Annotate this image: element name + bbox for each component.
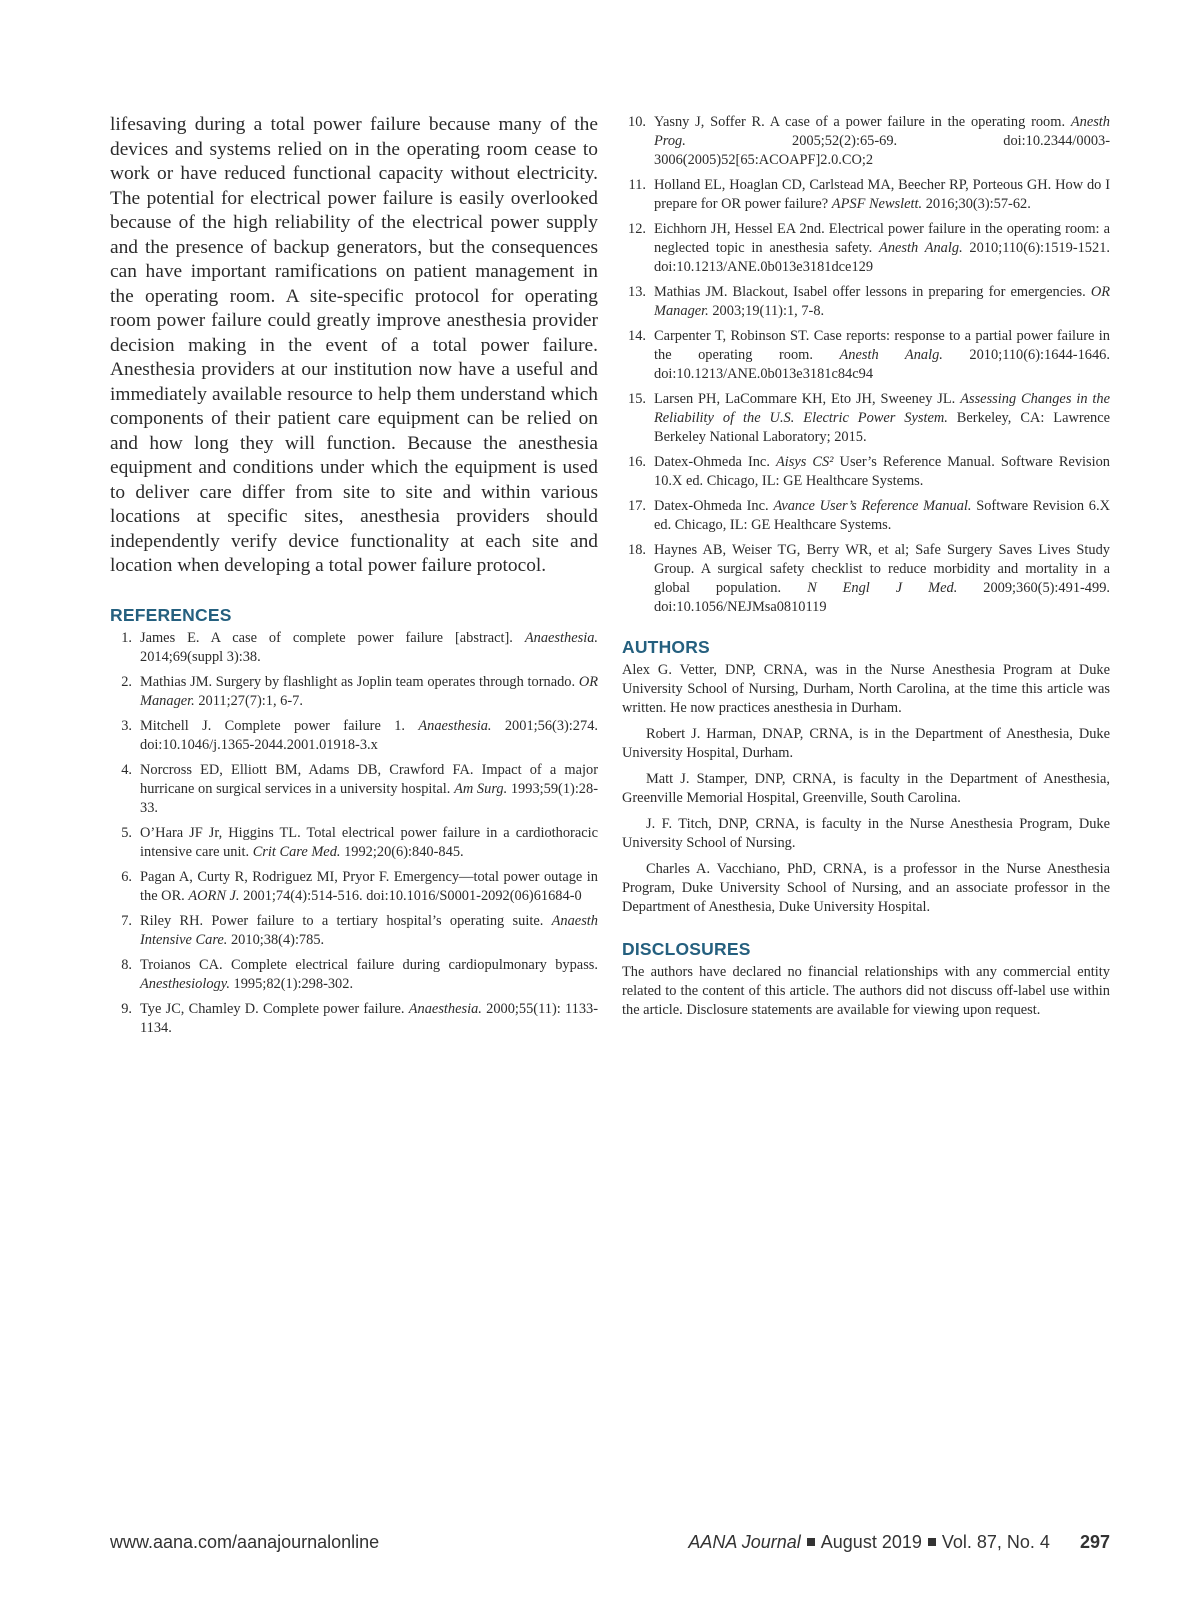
reference-item [110,629,598,667]
reference-item [622,176,1110,214]
reference-text: Norcross ED, Elliott BM, Adams DB, Crawford FA. Impact of a major hurricane on surgical services in a university hospital. Am Surg. 1993;59(1):28-33. [140,761,598,816]
reference-number: 9. [121,1000,132,1017]
references-heading: REFERENCES [110,604,232,625]
reference-text: Datex-Ohmeda Inc. Aisys CS² User’s Reference Manual. Software Revision 10.X ed. Chicago, IL: GE Healthcare Systems. [654,454,1111,489]
reference-item [622,113,1110,170]
reference-number: 11. [628,177,646,193]
references-list [110,629,598,1038]
reference-text: Carpenter T, Robinson ST. Case reports: response to a partial power failure in the operating room. Anesth Analg. 2010;110(6):1644-1646. doi:10.1213/ANE.0b013e3181c84c94 [654,328,1110,382]
reference-text: Mitchell J. Complete power failure 1. Anaesthesia. 2001;56(3):274. doi:10.1046/j.1365-2044.2001.01918-3.x [140,717,598,753]
reference-item [110,761,598,818]
reference-item [110,912,598,950]
reference-text: Yasny J, Soffer R. A case of a power failure in the operating room. Anesth Prog. 2005;52(2):65-69. doi:10.2344/0003-3006(2005)52[65:ACOAPF]2.0.CO;2 [654,114,1110,168]
authors-heading: AUTHORS [622,637,710,657]
reference-number: 10. [628,114,646,130]
reference-number: 17. [628,498,646,514]
right-column [622,113,1110,1027]
bullet-separator [807,1538,815,1546]
disclosures-heading: DISCLOSURES [622,939,751,959]
reference-number: 13. [628,284,646,300]
author-bio: Robert J. Harman, DNAP, CRNA, is in the Department of Anesthesia, Duke University Hospital, Durham. [622,726,1110,761]
reference-text: O’Hara JF Jr, Higgins TL. Total electrical power failure in a cardiothoracic intensive care unit. Crit Care Med. 1992;20(6):840-845. [140,824,598,860]
journal-name: AANA Journal [688,1532,801,1552]
disclosures-text: The authors have declared no financial relationships with any commercial entity related to the content of this article. The authors did not discuss off-label use within the article. Disclosure statements are available for viewing upon request. [622,964,1110,1018]
reference-number: 1. [121,629,132,646]
reference-number: 7. [121,912,132,929]
reference-text: James E. A case of complete power failure [abstract]. Anaesthesia. 2014;69(suppl 3):38. [140,629,598,665]
reference-text: Datex-Ohmeda Inc. Avance User’s Reference Manual. Software Revision 6.X ed. Chicago, IL: GE Healthcare Systems. [654,498,1110,533]
reference-number: 2. [121,673,132,690]
references-list-continued [622,113,1110,617]
reference-text: Mathias JM. Blackout, Isabel offer lessons in preparing for emergencies. OR Manager. 2003;19(11):1, 7-8. [654,284,1110,319]
reference-item [622,220,1110,277]
reference-number: 18. [628,542,646,558]
reference-item [110,824,598,862]
reference-item [622,453,1110,491]
reference-item [110,1000,598,1038]
reference-number: 8. [121,956,132,973]
reference-number: 6. [121,868,132,885]
author-bio: Alex G. Vetter, DNP, CRNA, was in the Nurse Anesthesia Program at Duke University School of Nursing, Durham, North Carolina, at the time this article was written. He now practices anesthesia in Durham. [622,662,1110,716]
reference-number: 12. [628,221,646,237]
reference-item [622,283,1110,321]
issue-date: August 2019 [820,1532,922,1552]
reference-item [622,327,1110,384]
reference-item [110,956,598,994]
reference-item [110,673,598,711]
reference-text: Tye JC, Chamley D. Complete power failure. Anaesthesia. 2000;55(11): 1133-1134. [140,1000,599,1036]
reference-item [622,541,1110,617]
reference-number: 14. [628,328,646,344]
reference-item [622,497,1110,535]
reference-number: 3. [121,717,132,734]
author-bio: J. F. Titch, DNP, CRNA, is faculty in the Nurse Anesthesia Program, Duke University School of Nursing. [622,816,1110,851]
reference-text: Larsen PH, LaCommare KH, Eto JH, Sweeney JL. Assessing Changes in the Reliability of the U.S. Electric Power System. Berkeley, CA: Lawrence Berkeley National Laboratory; 2015. [654,391,1111,445]
reference-number: 5. [121,824,132,841]
author-bio: Matt J. Stamper, DNP, CRNA, is faculty in the Department of Anesthesia, Greenville Memorial Hospital, Greenville, South Carolina. [622,771,1110,806]
page-number: 297 [1079,1532,1110,1552]
reference-text: Pagan A, Curty R, Rodriguez MI, Pryor F. Emergency—total power outage in the OR. AORN J. 2001;74(4):514-516. doi:10.1016/S0001-2092(06)61684-0 [140,868,598,904]
journal-citation [688,1532,1110,1553]
bullet-separator [928,1538,936,1546]
left-column [110,113,598,1044]
reference-item [622,390,1110,447]
reference-text: Mathias JM. Surgery by flashlight as Joplin team operates through tornado. OR Manager. 2011;27(7):1, 6-7. [140,673,598,709]
body-paragraph: lifesaving during a total power failure because many of the devices and systems relied on in the operating room cease to work or have reduced functional capacity without electricity. The potential for electrical power failure is easily overlooked because of the high reliability of the electrical power supply and the presence of backup generators, but the consequences can have important ramifications on patient management in the operating room. A site-specific protocol for operating room power failure could greatly improve anesthesia provider decision making in the event of a total power failure. Anesthesia providers at our institution now have a useful and immediately available resource to help them understand which components of their patient care equipment can be relied on and how long they will function. Because the anesthesia equipment and conditions under which the equipment is used to deliver care differ from site to site and within various locations at specific sites, anesthesia providers should independently verify device functionality at each site and location when developing a total power failure protocol. [110,114,598,576]
reference-number: 4. [121,761,132,778]
reference-text: Eichhorn JH, Hessel EA 2nd. Electrical power failure in the operating room: a neglected topic in anesthesia safety. Anesth Analg. 2010;110(6):1519-1521. doi:10.1213/ANE.0b013e3181dce129 [654,221,1110,275]
reference-text: Troianos CA. Complete electrical failure during cardiopulmonary bypass. Anesthesiology. 1995;82(1):298-302. [140,956,598,992]
reference-item [110,868,598,906]
reference-text: Haynes AB, Weiser TG, Berry WR, et al; Safe Surgery Saves Lives Study Group. A surgical safety checklist to reduce morbidity and mortality in a global population. N Engl J Med. 2009;360(5):491-499. doi:10.1056/NEJMsa0810119 [654,542,1110,615]
reference-number: 15. [628,391,646,407]
reference-item [110,717,598,755]
volume-issue: Vol. 87, No. 4 [941,1532,1050,1552]
reference-text: Holland EL, Hoaglan CD, Carlstead MA, Beecher RP, Porteous GH. How do I prepare for OR power failure? APSF Newslett. 2016;30(3):57-62. [654,177,1110,212]
reference-text: Riley RH. Power failure to a tertiary hospital’s operating suite. Anaesth Intensive Care. 2010;38(4):785. [140,912,598,948]
journal-url: www.aana.com/aanajournalonline [110,1532,380,1552]
author-bio: Charles A. Vacchiano, PhD, CRNA, is a professor in the Nurse Anesthesia Program, Duke University School of Nursing, and an associate professor in the Department of Anesthesia, Duke University Hospital. [622,861,1110,915]
reference-number: 16. [628,454,646,470]
